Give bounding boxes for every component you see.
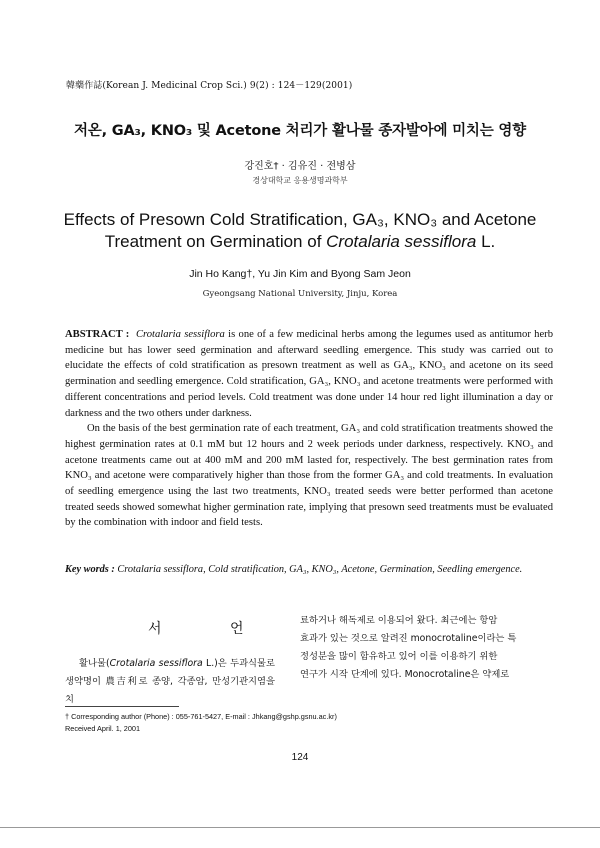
right-col-line: 연구가 시작 단계에 있다. Monocrotaline은 약제로 xyxy=(300,669,510,680)
right-col-line: 정성분을 많이 함유하고 있어 이를 이용하기 위한 xyxy=(300,651,498,662)
title-english-species: Crotalaria sessiflora xyxy=(326,232,477,251)
title-korean: 저온, GA₃, KNO₃ 및 Acetone 처리가 활나물 종자발아에 미치는 영향 xyxy=(73,123,526,139)
affiliation-english: Gyeongsang National University, Jinju, Korea xyxy=(202,289,398,299)
left-col-prefix: 활나물( xyxy=(79,658,110,669)
left-col-species: Crotalaria sessiflora xyxy=(109,658,203,669)
abstract-paragraph-1 xyxy=(65,327,553,421)
keywords-text: Crotalaria sessiflora, Cold stratification, GA₃, KNO₃, Acetone, Germination, Seedling emergence. xyxy=(117,564,523,575)
right-col-line: 료하거나 해독제로 이용되어 왔다. 최근에는 항암 xyxy=(300,615,498,626)
authors-english: Jin Ho Kang†, Yu Jin Kim and Byong Sam Jeon xyxy=(189,268,411,280)
abstract xyxy=(65,327,553,531)
title-english-line2 xyxy=(0,232,600,252)
abstract-paragraph-2: On the basis of the best germination rate of each treatment, GA₃ and cold stratification treatments showed the highest germination rates at 0.1 mM but 12 hours and 2 week periods under darkness, respectively. KNO₃ and acetone treatments came out at 400 mM and 200 mM lasted for, respectively. The best germination rates from KNO₃ and acetone were comparatively higher than those from the former GA₃ and cold treatments. In evaluation of seedling emergence using the last two treatments, KNO₃ treated seeds were better performed than acetone treated seeds showed somewhat higher germination rate, implying that presown seed treatments must be evaluated by the combination with indoor and field tests. xyxy=(65,423,553,529)
body-left-column xyxy=(65,655,275,709)
bottom-divider xyxy=(0,827,600,828)
body-left-paragraph xyxy=(65,655,275,709)
abstract-p1-text: is one of a few medicinal herbs among the legumes used as antitumor herb medicine but has lower seed germination and afterward seedling emergence. This study was carried out to elucidate the effects of cold stratification as presown treatment as well as GA₃, KNO₃ and acetone on its seed germination and seedling emergence. Cold stratification, GA₃, KNO₃ and acetone treatments were performed with different concentrations and period levels. Cold treatment was done under 14 hour red light illumination a day or darkness and the two others under darkness. xyxy=(65,329,554,419)
body-right-column xyxy=(300,612,556,684)
abstract-species: Crotalaria sessiflora xyxy=(135,329,225,340)
right-col-line: 효과가 있는 것으로 알려진 monocrotaline이라는 특 xyxy=(300,633,517,644)
footnote-corresponding-author: † Corresponding author (Phone) : 055-761-5427, E-mail : Jhkang@gshp.gsnu.ac.kr) xyxy=(65,712,337,721)
footnote-rule xyxy=(65,706,179,707)
page-number: 124 xyxy=(291,752,309,763)
keywords-label: Key words : xyxy=(65,564,115,575)
title-english-suffix: L. xyxy=(476,232,496,251)
title-english-prefix: Treatment on Germination of xyxy=(104,232,327,251)
footnote-received-date: Received April. 1, 2001 xyxy=(65,724,141,733)
abstract-label: ABSTRACT : xyxy=(65,329,130,340)
journal-citation: 韓藥作誌(Korean J. Medicinal Crop Sci.) 9(2) : 124－129(2001) xyxy=(66,81,353,91)
section-title: 서 언 xyxy=(148,621,276,637)
authors-korean: 강진호† · 김유진 · 전병삼 xyxy=(244,161,356,172)
affiliation-korean: 경상대학교 응용생명과학부 xyxy=(252,176,348,185)
left-col-text: L.)은 두과식물로 생약명이 農吉利로 종양, 각종암, 만성기관지염을 치 xyxy=(65,658,275,705)
title-english-line1: Effects of Presown Cold Stratification, GA₃, KNO₃ and Acetone xyxy=(63,210,537,229)
keywords xyxy=(65,564,555,575)
